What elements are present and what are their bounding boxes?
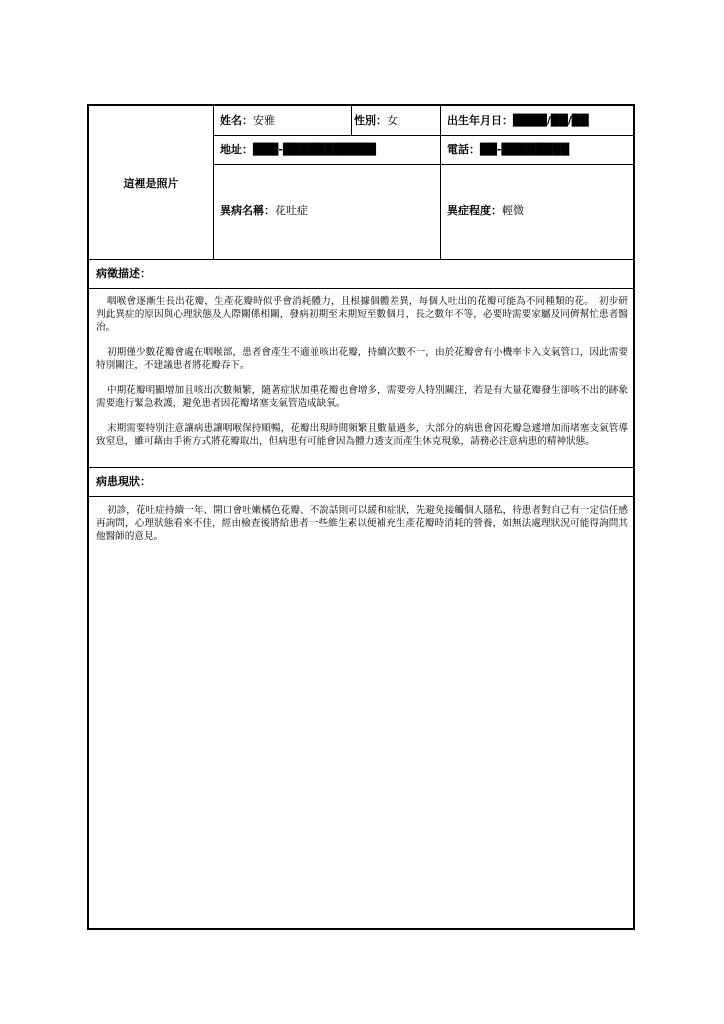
birth-value: ████/██/██ [513,114,589,127]
symptoms-title: 病徵描述： [96,267,151,280]
gender-label: 性別： [354,114,387,127]
name-value: 安雅 [253,114,275,127]
status-title: 病患現狀： [96,475,151,488]
gender-field [354,114,398,128]
birth-label: 出生年月日： [447,114,513,127]
phone-value: ██-████████ [480,143,570,156]
symptoms-paragraph: 咽喉會逐漸生長出花瓣，生產花瓣時似乎會消耗體力，且根據個體差異，每個人吐出的花瓣可能為不同種類的花。 初步研判此異症的原因與心理狀態及人際關係相關，發病初期至末期短至數個月，長之數年不等，必要時需要家屬及同儕幫忙患者醫治。 [96,296,628,333]
symptoms-paragraph: 中期花瓣明顯增加且咳出次數頻繁，隨著症狀加重花瓣也會增多，需要旁人特別關注，若是有大量花瓣發生卻咳不出的跡象需要進行緊急救護，避免患者因花瓣堵塞支氣管造成缺氧。 [96,385,628,409]
birth-field [447,114,589,128]
symptoms-paragraph: 末期需要特別注意讓病患讓咽喉保持順暢，花瓣出現時間頻繁且數量過多，大部分的病患會因花瓣急遽增加而堵塞支氣管導致窒息，雖可藉由手術方式將花瓣取出，但病患有可能會因為體力透支而產生休克現象，請務必注意病患的精神狀態。 [96,423,628,447]
name-label: 姓名： [220,114,253,127]
address-field [220,143,376,157]
disease-label: 異病名稱： [220,204,275,217]
patient-record-form [87,104,635,930]
photo-placeholder: 這裡是照片 [123,177,179,190]
phone-field [447,143,569,157]
severity-label: 異症程度： [447,204,502,217]
symptoms-paragraph: 初期僅少數花瓣會處在咽喉部，患者會產生不適並咳出花瓣，持續次數不一，由於花瓣會有小機率卡入支氣管口，因此需要特別關注，不建議患者將花瓣吞下。 [96,347,628,371]
symptoms-body [96,295,628,460]
address-label: 地址： [220,143,253,156]
severity-value: 輕微 [502,204,524,217]
severity-field [447,204,524,218]
phone-label: 電話： [447,143,480,156]
name-field [220,114,275,128]
status-paragraph: 初診，花吐症持續一年、開口會吐嫩橘色花瓣、不說話則可以緩和症狀，先避免接觸個人隱私，待患者對自己有一定信任感再詢問，心理狀態看來不佳，經由檢查後將給患者一些維生素以便補充生產花瓣時消耗的營養，如無法處理狀況可能得詢問其他醫師的意見。 [96,505,628,542]
disease-value: 花吐症 [275,204,308,217]
address-value: ███-███████████ [253,143,376,156]
disease-field [220,204,308,218]
patient-info-grid [89,106,633,260]
status-body [96,504,628,555]
gender-value: 女 [387,114,398,127]
